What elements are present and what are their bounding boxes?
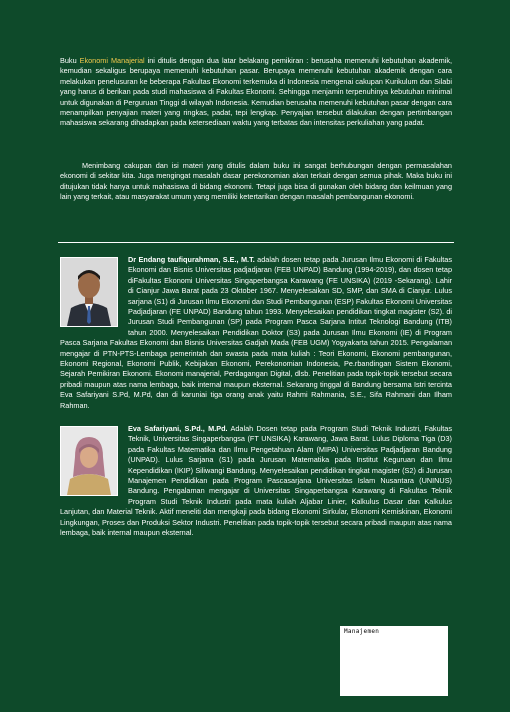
barcode-label: Manajemen — [344, 628, 380, 635]
author-1-name: Dr Endang taufiqurahman, S.E., M.T. — [128, 255, 255, 264]
author-1-photo — [60, 257, 118, 327]
author-2-bio-block — [60, 424, 452, 538]
barcode-box — [340, 626, 448, 696]
section-divider — [58, 242, 454, 243]
author-2-name: Eva Safariyani, S.Pd., M.Pd. — [128, 424, 228, 433]
intro-paragraph-2: Menimbang cakupan dan isi materi yang ditulis dalam buku ini sangat berhubungan dengan permasalahan ekonomi di sekitar kita. Juga mengingat masalah dasar perekonomian akan terkait dengan semua pihak. Maka buku ini ditujukan tidak hanya untuk mahasiswa di bidang ekonomi. Tetapi juga bisa di gunakan oleh bidang dan keilmuan yang lain yang terkait, atau masyarakat umum yang memiliki ketertarikan dengan masalah pembangunan ekonomi. — [60, 161, 452, 202]
author-1-bio-block — [60, 255, 452, 411]
intro-paragraph-1 — [60, 56, 452, 129]
book-title-highlight: Ekonomi Manajerial — [79, 56, 145, 65]
intro-paragraph-1-text: ini ditulis dengan dua latar belakang pemikiran : berusaha memenuhi kebutuhan akademik, kemudian sekaligus berupaya memenuhi kebutuhan pasar. Berupaya memenuhi kebutuhan akademik dengan cara melakukan penelusuran ke beberapa Fakultas Ekonomi terkemuka di Indonesia mengenai cakupan Kurikulum dan Silabi yang harus di berikan pada studi mahasiswa di Fakultas Ekonomi. Sehingga menjamin terpenuhinya kebutuhan minimal untuk digunakan di Perguruan Tinggi di wilayah Indonesia. Kemudian berusaha memenuhi kebutuhan pasar dengan cara menampilkan penyajian materi yang ringkas, padat, tepi lengkap. Penyajian tersebut dilakukan dengan pertimbangan mahasiswa sekarang dihadapkan pada ketersediaan waktu yang terbatas dan intensitas perkuliahan yang padat. — [60, 56, 452, 128]
intro-prefix: Buku — [60, 56, 80, 65]
author-1-bio: adalah dosen tetap pada Jurusan Ilmu Ekonomi di Fakultas Ekonomi dan Bisnis Universitas padjadjaran (FEB UNPAD) Bandung (1994-2019), dan dosen tetap diFakultas Ekonomi Universitas Singaperbangsa Karawang (FE UNSIKA) (2019 -Sekarang). Lahir di Cianjur Jawa Barat pada 23 Oktober 1967. Menyelesaikan SD, SMP, dan SMA di Cianjur. Lulus sarjana (S1) di Jurusan Ilmu Ekonomi dan Studi Pembangunan (ESP) Fakultas Ekonomi Universitas Padjadjaran (FE UNPAD) Bandung tahun 1993. Menyelesaikan pendidikan tingkat magister (S2). di Jurusan Studi Pembangunan (SP) pada Program Pasca Sarjana Intitut Teknologi Bandung (ITB) tahun 2000. Menyelesaikan Pendidikan Doktor (S3) pada Jurusan Ilmu Ekonomi (IE) di Program Pasca Sarjana Fakultas Ekonomi dan Bisnis Universitas Gadjah Mada (FEB UGM) Yogyakarta tahun 2015. Pengalaman mengajar di PTN-PTS-Lembaga pemerintah dan swasta pada mata kuliah : Teori Ekonomi, Ekonomi pembangunan, Ekonomi Regional, Ekonomi Publik, Kebijakan Ekonomi, Perekonomian Indonesia, Pe.rbandingan Sistem Ekonomi, Sejarah Pemikiran Ekonomi. Ekonomi manajerial, Perdagangan Digital, dlsb. Penelitian pada topik-topik tersebut secara pribadi maupun atas nama lembaga, baik internal maupun eksternal. Sekarang tinggal di Bandung bersama Istri tercinta Eva Safariyani S.Pd, M.Pd, dan di karuniai tiga orang anak yaitu Rahmi Rahmania, S.E., Sifa Rahmani dan Ilham Rahman. — [60, 255, 452, 410]
author-2-photo — [60, 426, 118, 496]
author-2-bio: Adalah Dosen tetap pada Program Studi Teknik Industri, Fakultas Teknik, Universitas Singaperbangsa (FT UNSIKA) Karawang, Jawa Barat. Lulus Diploma Tiga (D3) pada Fakultas Matematika dan Ilmu Pengetahuan Alam (MIPA) Universitas Padjadjaran Bandung (UNPAD). Lulus Sarjana (S1) pada Jurusan Matematika pada Institut Keguruan dan Ilmu Kependidikan (IKIP) Siliwangi Bandung. Menyelesaikan pendidikan tingkat magister (S2) di Jurusan Manajemen Pendidikan pada Program Pascasarjana Universitas Islam Nusantara (UNINUS) Bandung. Pengalaman mengajar di Universitas Singaperbangsa Karawang di Fakultas Teknik Program Studi Teknik Industri pada mata kuliah Aljabar Linier, Kalkulus Dasar dan Kalkulus Lanjutan, dan Material Teknik. Aktif meneliti dan mengkaji pada bidang Ekonomi Sirkular, Ekonomi Kemiskinan, Ekonomi Lingkungan, Proses dan Produksi Sektor Industri. Penelitian pada topik-topik tersebut secara pribadi maupun atas nama lembaga, baik internal maupun eksternal. — [60, 424, 452, 538]
